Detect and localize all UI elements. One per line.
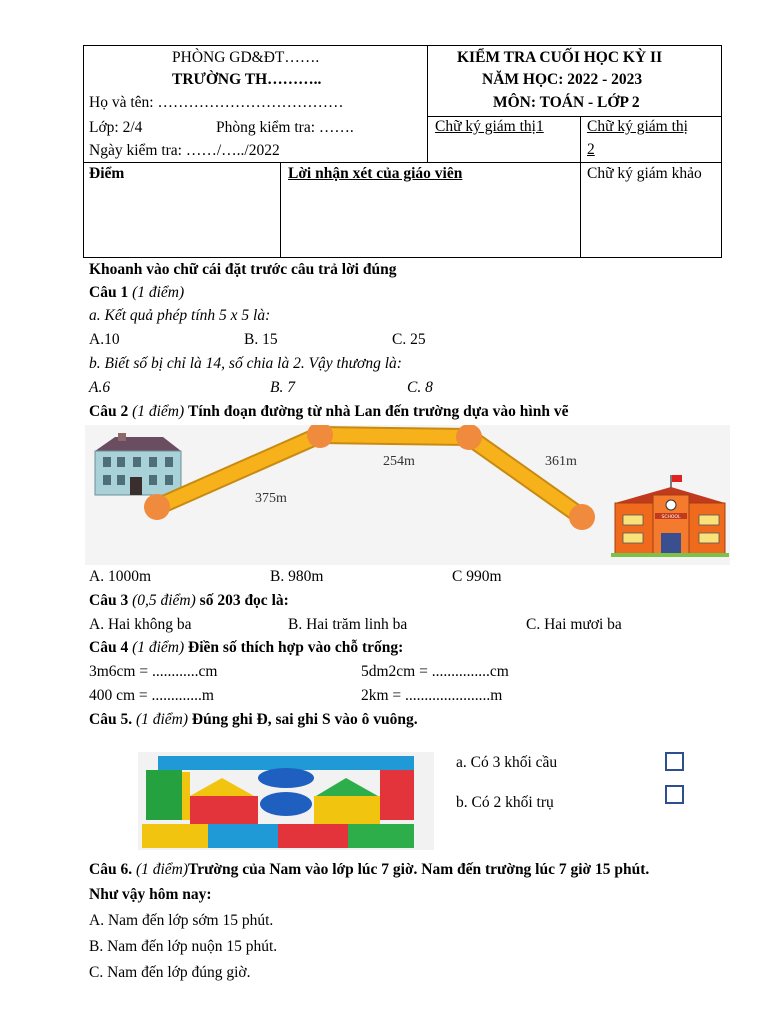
- bottom-red-block-icon: [278, 824, 348, 848]
- q2-heading: [89, 403, 568, 421]
- q4-text: Điền số thích hợp vào chỗ trống:: [188, 639, 404, 656]
- q6-text-2: Như vậy hôm nay:: [89, 886, 212, 903]
- green-block-icon: [146, 770, 182, 820]
- q2-option-b[interactable]: B. 980m: [270, 568, 324, 585]
- top-plank-icon: [158, 756, 414, 770]
- sphere-middle-icon: [260, 792, 312, 816]
- q4-points: (1 điểm): [132, 639, 185, 656]
- segment-label-1: 375m: [255, 491, 287, 506]
- bottom-yellow-block-icon: [142, 824, 208, 848]
- q6-option-c[interactable]: C. Nam đến lớp đúng giờ.: [89, 964, 251, 981]
- class-field: Lớp: 2/4: [89, 119, 143, 136]
- q2-option-a[interactable]: A. 1000m: [89, 568, 151, 585]
- q3-option-c[interactable]: C. Hai mươi ba: [526, 616, 622, 633]
- q3-heading: [89, 592, 289, 610]
- q1a-option-b[interactable]: B. 15: [244, 331, 278, 348]
- red-block-icon: [380, 770, 414, 820]
- q1b-text: b. Biết số bị chỉ là 14, số chia là 2. Vậy thương là:: [89, 355, 402, 372]
- exam-title: KIỂM TRA CUỐI HỌC KỲ II: [457, 49, 663, 66]
- teacher-comment-label: Lời nhận xét của giáo viên: [288, 165, 463, 182]
- q1b-option-b[interactable]: B. 7: [270, 379, 295, 396]
- segment-label-2: 254m: [383, 454, 415, 469]
- q5-points: (1 điểm): [135, 711, 189, 728]
- q2-text: Tính đoạn đường từ nhà Lan đến trường dựa vào hình vẽ: [188, 403, 569, 420]
- q6-option-a[interactable]: A. Nam đến lớp sớm 15 phút.: [89, 912, 274, 929]
- q4-fill-4[interactable]: 2km = ......................m: [361, 687, 503, 704]
- q5-heading: [89, 711, 418, 729]
- route-figure: [85, 425, 730, 565]
- q4-fill-1[interactable]: 3m6cm = ............cm: [89, 663, 218, 680]
- q1b-option-a[interactable]: A.6: [89, 379, 111, 396]
- proctor-sign-1: Chữ ký giám thị1: [435, 118, 544, 135]
- school-year: NĂM HỌC: 2022 - 2023: [482, 71, 643, 88]
- proctor-sign-2-number: 2: [587, 141, 595, 158]
- q4-fill-2[interactable]: 5dm2cm = ...............cm: [361, 663, 509, 680]
- department: PHÒNG GD&ĐT…….: [172, 49, 320, 66]
- q3-option-a[interactable]: A. Hai không ba: [89, 616, 192, 633]
- q1a-option-a[interactable]: A.10: [89, 331, 120, 348]
- student-name-field: Họ và tên: ………………………………: [89, 94, 344, 111]
- q1-points: (1 điểm): [132, 284, 185, 301]
- q4-fill-3[interactable]: 400 cm = .............m: [89, 687, 214, 704]
- house-icon: [95, 433, 181, 495]
- subject: MÔN: TOÁN - LỚP 2: [493, 94, 640, 111]
- date-field: Ngày kiểm tra: ……/…../2022: [89, 142, 280, 159]
- q6-heading: [89, 861, 649, 879]
- q5-text: Đúng ghi Đ, sai ghi S vào ô vuông.: [191, 711, 418, 728]
- examiner-sign-label: Chữ ký giám khảo: [587, 165, 702, 182]
- school-sign: SCHOOL: [661, 515, 681, 520]
- q3-option-b[interactable]: B. Hai trăm linh ba: [288, 616, 408, 633]
- q1-heading: [89, 284, 184, 302]
- sign-row-line: [427, 116, 722, 117]
- segment-label-3: 361m: [545, 454, 577, 469]
- q3-text: số 203 đọc là:: [199, 592, 289, 609]
- score-label: Điểm: [89, 165, 125, 182]
- q6-points: (1 điểm): [135, 861, 189, 878]
- q3-points: (0,5 điểm): [132, 592, 196, 609]
- q5-label: Câu 5.: [89, 711, 133, 728]
- q4-label: Câu 4: [89, 639, 129, 656]
- q4-heading: [89, 639, 403, 657]
- school-name: TRƯỜNG TH………..: [172, 71, 322, 88]
- q2-points: (1 điểm): [132, 403, 185, 420]
- yellow-cylinder-icon: [314, 796, 380, 824]
- q3-label: Câu 3: [89, 592, 129, 609]
- q5-answer-box-a[interactable]: [665, 752, 684, 771]
- q2-option-c[interactable]: C 990m: [452, 568, 502, 585]
- room-field: Phòng kiểm tra: …….: [216, 119, 354, 136]
- instruction: Khoanh vào chữ cái đặt trước câu trả lời đúng: [89, 261, 397, 278]
- red-cylinder-icon: [190, 796, 258, 824]
- q5-answer-box-b[interactable]: [665, 785, 684, 804]
- q1-label: Câu 1: [89, 284, 129, 301]
- q1b-option-c[interactable]: C. 8: [407, 379, 433, 396]
- blocks-image: [138, 752, 434, 850]
- q6-option-b[interactable]: B. Nam đến lớp nuộn 15 phút.: [89, 938, 278, 955]
- q1a-text: a. Kết quả phép tính 5 x 5 là:: [89, 307, 271, 324]
- route-node-home: [144, 494, 170, 520]
- sign-divider: [580, 116, 581, 258]
- q5-item-b: b. Có 2 khối trụ: [456, 794, 554, 811]
- q5-item-a: a. Có 3 khối cầu: [456, 754, 558, 771]
- q6-label: Câu 6.: [89, 861, 133, 878]
- header-row-line: [83, 162, 722, 163]
- q1a-option-c[interactable]: C. 25: [392, 331, 426, 348]
- route-node-school: [569, 504, 595, 530]
- yellow-pillar-icon: [182, 772, 190, 820]
- sphere-top-icon: [258, 768, 314, 788]
- bottom-blue-block-icon: [208, 824, 278, 848]
- route-node-2: [456, 425, 482, 450]
- header-divider: [427, 45, 428, 163]
- proctor-sign-2: Chữ ký giám thị: [587, 118, 688, 135]
- score-divider: [280, 162, 281, 258]
- bottom-green-block-icon: [348, 824, 414, 848]
- q2-label: Câu 2: [89, 403, 129, 420]
- q6-text: Trường của Nam vào lớp lúc 7 giờ. Nam đến trường lúc 7 giờ 15 phút.: [188, 861, 650, 878]
